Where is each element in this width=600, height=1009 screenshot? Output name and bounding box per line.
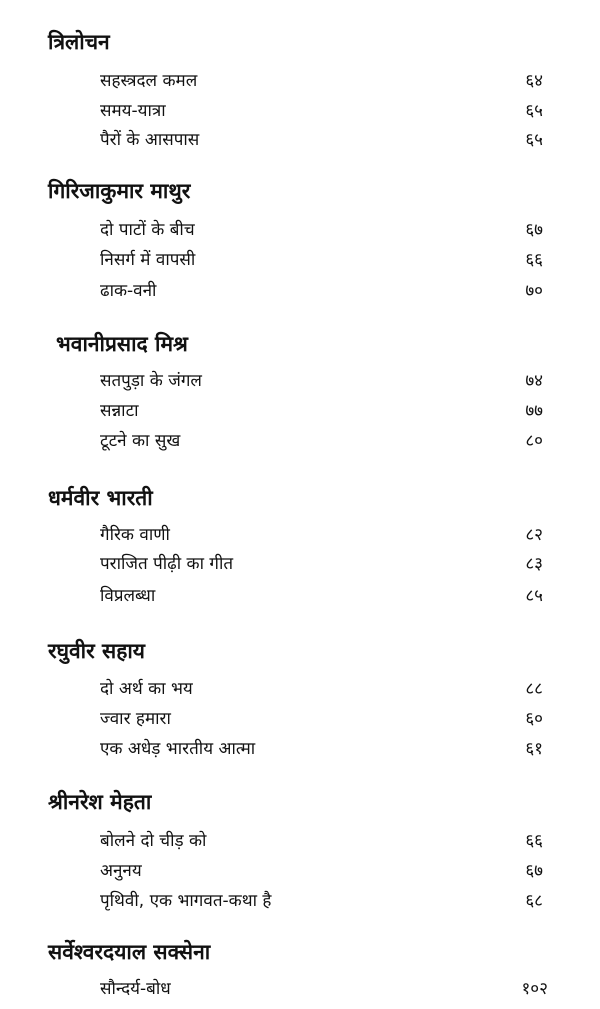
entry-page-number: ६७: [525, 220, 543, 240]
entry-page-number: ८०: [525, 431, 543, 451]
toc-entry: [0, 828, 600, 858]
entry-page-number: ७७: [525, 401, 543, 421]
entry-page-number: ६५: [525, 101, 543, 121]
toc-entry: [0, 278, 600, 308]
section-author: त्रिलोचन: [48, 30, 110, 54]
entry-title: सतपुड़ा के जंगल: [100, 371, 202, 391]
entry-title: सौन्दर्य-बोध: [100, 979, 171, 999]
entry-title: समय-यात्रा: [100, 101, 166, 121]
toc-entry: [0, 736, 600, 766]
entry-page-number: ६७: [525, 861, 543, 881]
entry-title: सन्नाटा: [100, 401, 139, 421]
entry-title: विप्रलब्धा: [100, 586, 156, 606]
toc-entry: [0, 976, 600, 1006]
entry-title: सहस्त्रदल कमल: [100, 71, 198, 91]
entry-title: पराजित पीढ़ी का गीत: [100, 554, 234, 574]
entry-title: दो अर्थ का भय: [100, 679, 193, 699]
section-author: गिरिजाकुमार माथुर: [48, 179, 191, 203]
entry-page-number: ८८: [525, 679, 543, 699]
entry-title: ज्वार हमारा: [100, 709, 171, 729]
toc-entry: [0, 127, 600, 157]
toc-entry: [0, 583, 600, 613]
entry-page-number: ६६: [525, 831, 543, 851]
section-author: सर्वेश्वरदयाल सक्सेना: [48, 940, 211, 964]
toc-entry: [0, 888, 600, 918]
toc-entry: [0, 858, 600, 888]
entry-title: पृथिवी, एक भागवत-कथा है: [100, 891, 272, 911]
entry-title: पैरों के आसपास: [100, 130, 200, 150]
entry-page-number: ६६: [525, 250, 543, 270]
entry-title: बोलने दो चीड़ को: [100, 831, 207, 851]
entry-title: अनुनय: [100, 861, 142, 881]
toc-entry: [0, 522, 600, 552]
entry-page-number: ७०: [525, 281, 543, 301]
entry-page-number: ६८: [525, 891, 543, 911]
entry-title: टूटने का सुख: [100, 431, 181, 451]
entry-title: दो पाटों के बीच: [100, 220, 195, 240]
toc-entry: [0, 676, 600, 706]
toc-entry: [0, 68, 600, 98]
toc-entry: [0, 217, 600, 247]
entry-page-number: ८२: [525, 525, 543, 545]
entry-page-number: ८३: [525, 554, 543, 574]
section-author: रघुवीर सहाय: [48, 639, 145, 663]
entry-page-number: ६४: [525, 71, 543, 91]
entry-title: ढाक-वनी: [100, 281, 157, 301]
toc-entry: [0, 247, 600, 277]
toc-entry: [0, 368, 600, 398]
toc-entry: [0, 428, 600, 458]
section-author: श्रीनरेश मेहता: [48, 790, 152, 814]
entry-title: निसर्ग में वापसी: [100, 250, 196, 270]
toc-entry: [0, 398, 600, 428]
entry-title: गैरिक वाणी: [100, 525, 170, 545]
entry-page-number: ७४: [525, 371, 543, 391]
entry-page-number: ६०: [525, 709, 543, 729]
section-author: धर्मवीर भारती: [48, 486, 153, 510]
section-author: भवानीप्रसाद मिश्र: [56, 332, 188, 356]
toc-entry: [0, 551, 600, 581]
entry-page-number: ६५: [525, 130, 543, 150]
entry-page-number: ६१: [525, 739, 543, 759]
toc-entry: [0, 706, 600, 736]
entry-page-number: १०२: [521, 979, 548, 999]
toc-entry: [0, 98, 600, 128]
entry-page-number: ८५: [525, 586, 543, 606]
entry-title: एक अधेड़ भारतीय आत्मा: [100, 739, 256, 759]
